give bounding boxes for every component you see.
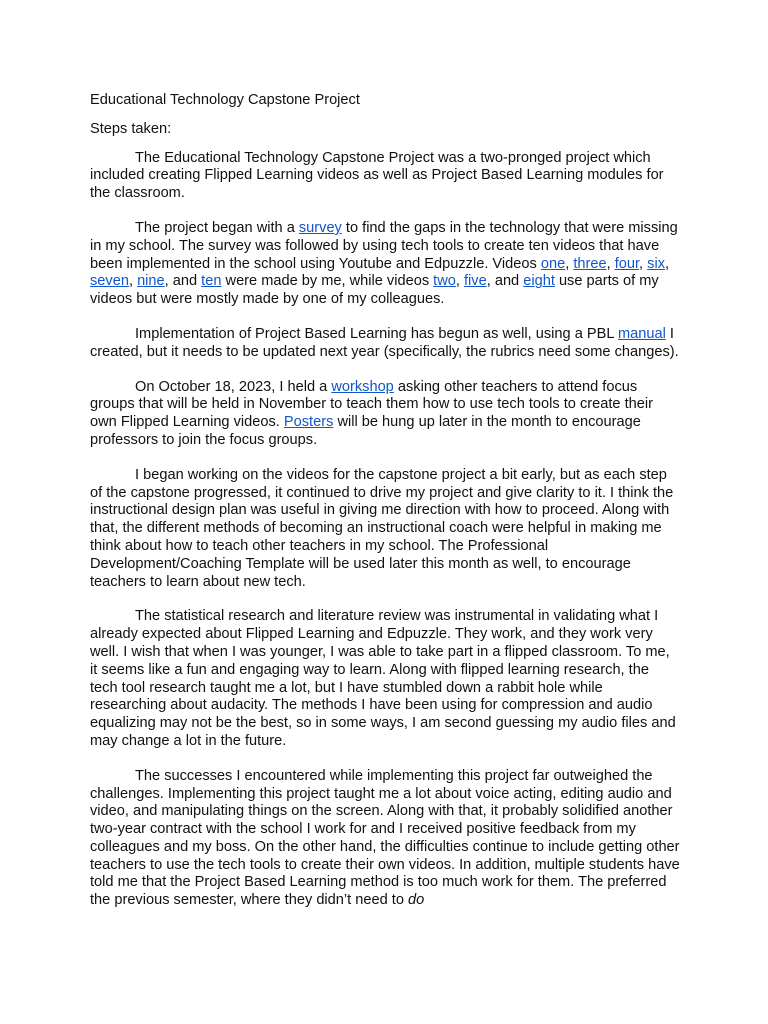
paragraph-intro: The Educational Technology Capstone Project was a two-pronged project which included creating Flipped Learning videos as well as Project Based Learning modules for the classroom. [90, 149, 664, 202]
survey-link[interactable]: survey [298, 219, 342, 236]
text-run: will be hung up later in the month to encourage professors to join the focus groups. [90, 414, 641, 448]
text-run: asking other teachers to attend focus groups that will be held in November to teach them how to use tech tools to create their own Flipped Learning videos. [90, 378, 653, 431]
video-nine-link[interactable]: nine [137, 273, 165, 290]
video-eight-link[interactable]: eight [523, 273, 555, 290]
text-run: to find the gaps in the technology that were missing in my school. The survey was followed by using tech tools to create ten videos that have been implemented in the school using Youtube and Edpuzzle. Videos [90, 219, 678, 272]
text-run: , and [164, 273, 202, 290]
text-run: The successes I encountered while implementing this project far outweighed the challenges. Implementing this project taught me a lot about voice acting, editing audio and video, and manipulating things on the screen. Along with that, it probably solidified another two-year contract with the school I work for and I received positive feedback from my colleagues and my boss. On the other hand, the difficulties continue to include getting other teachers to use the tech tools to create their own videos. In addition, multiple students have told me that the Project Based Learning method is too much work for them. The preferred the previous semester, where they didn’t need to [90, 767, 680, 909]
text-run: use parts of my videos but were mostly made by one of my colleagues. [90, 273, 659, 308]
paragraph-workshop [90, 379, 680, 450]
video-four-link[interactable]: four [614, 255, 640, 272]
paragraph-successes [90, 768, 680, 910]
video-three-link[interactable]: three [573, 255, 607, 272]
video-ten-link[interactable]: ten [201, 273, 222, 290]
text-run: On October 18, 2023, I held a [135, 378, 332, 395]
text-run: , [565, 255, 574, 272]
document-title: Educational Technology Capstone Project [90, 92, 360, 108]
text-run: , [455, 273, 464, 290]
text-run: , [128, 273, 138, 290]
video-two-link[interactable]: two [433, 273, 456, 290]
posters-link[interactable]: Posters [283, 414, 334, 431]
text-run: , and [486, 273, 524, 290]
paragraph-pbl [90, 326, 680, 362]
workshop-link[interactable]: workshop [331, 378, 394, 395]
video-five-link[interactable]: five [464, 273, 487, 290]
video-one-link[interactable]: one [540, 255, 566, 272]
text-run: Implementation of Project Based Learning has begun as well, using a PBL [135, 325, 618, 342]
manual-link[interactable]: manual [617, 325, 666, 342]
text-run: , [665, 255, 670, 272]
video-seven-link[interactable]: seven [90, 273, 129, 290]
paragraph-research: The statistical research and literature review was instrumental in validating what I already expected about Flipped Learning and Edpuzzle. They work, and they work very well. I wish that when I was younger, I was able to take part in a flipped classroom. To me, it seems like a fun and engaging way to learn. Along with flipped learning research, the tech tool research taught me a lot, but I have stumbled down a rabbit hole while researching about audacity. The methods I have been using for compression and audio equalizing may not be the best, so in some ways, I am second guessing my audio files and may change a lot in the future. [90, 608, 676, 749]
text-run: , [606, 255, 615, 272]
video-six-link[interactable]: six [647, 255, 665, 272]
steps-heading: Steps taken: [90, 120, 172, 137]
paragraph-survey [90, 220, 680, 309]
text-run: I created, but it needs to be updated next year (specifically, the rubrics need some changes). [90, 325, 679, 360]
text-run: The project began with a [135, 219, 299, 236]
text-run: were made by me, while videos [221, 273, 434, 290]
document-page [90, 92, 680, 927]
text-run: , [639, 255, 648, 272]
paragraph-design: I began working on the videos for the capstone project a bit early, but as each step of the capstone progressed, it continued to drive my project and give clarity to it. I think the instructional design plan was useful in giving me direction with how to proceed. Along with that, the different methods of becoming an instructional coach were helpful in making me think about how to teach other teachers in my school. The Professional Development/Coaching Template will be used later this month as well, to encourage teachers to learn about new tech. [90, 466, 674, 590]
emphasis-do: do [408, 892, 425, 909]
